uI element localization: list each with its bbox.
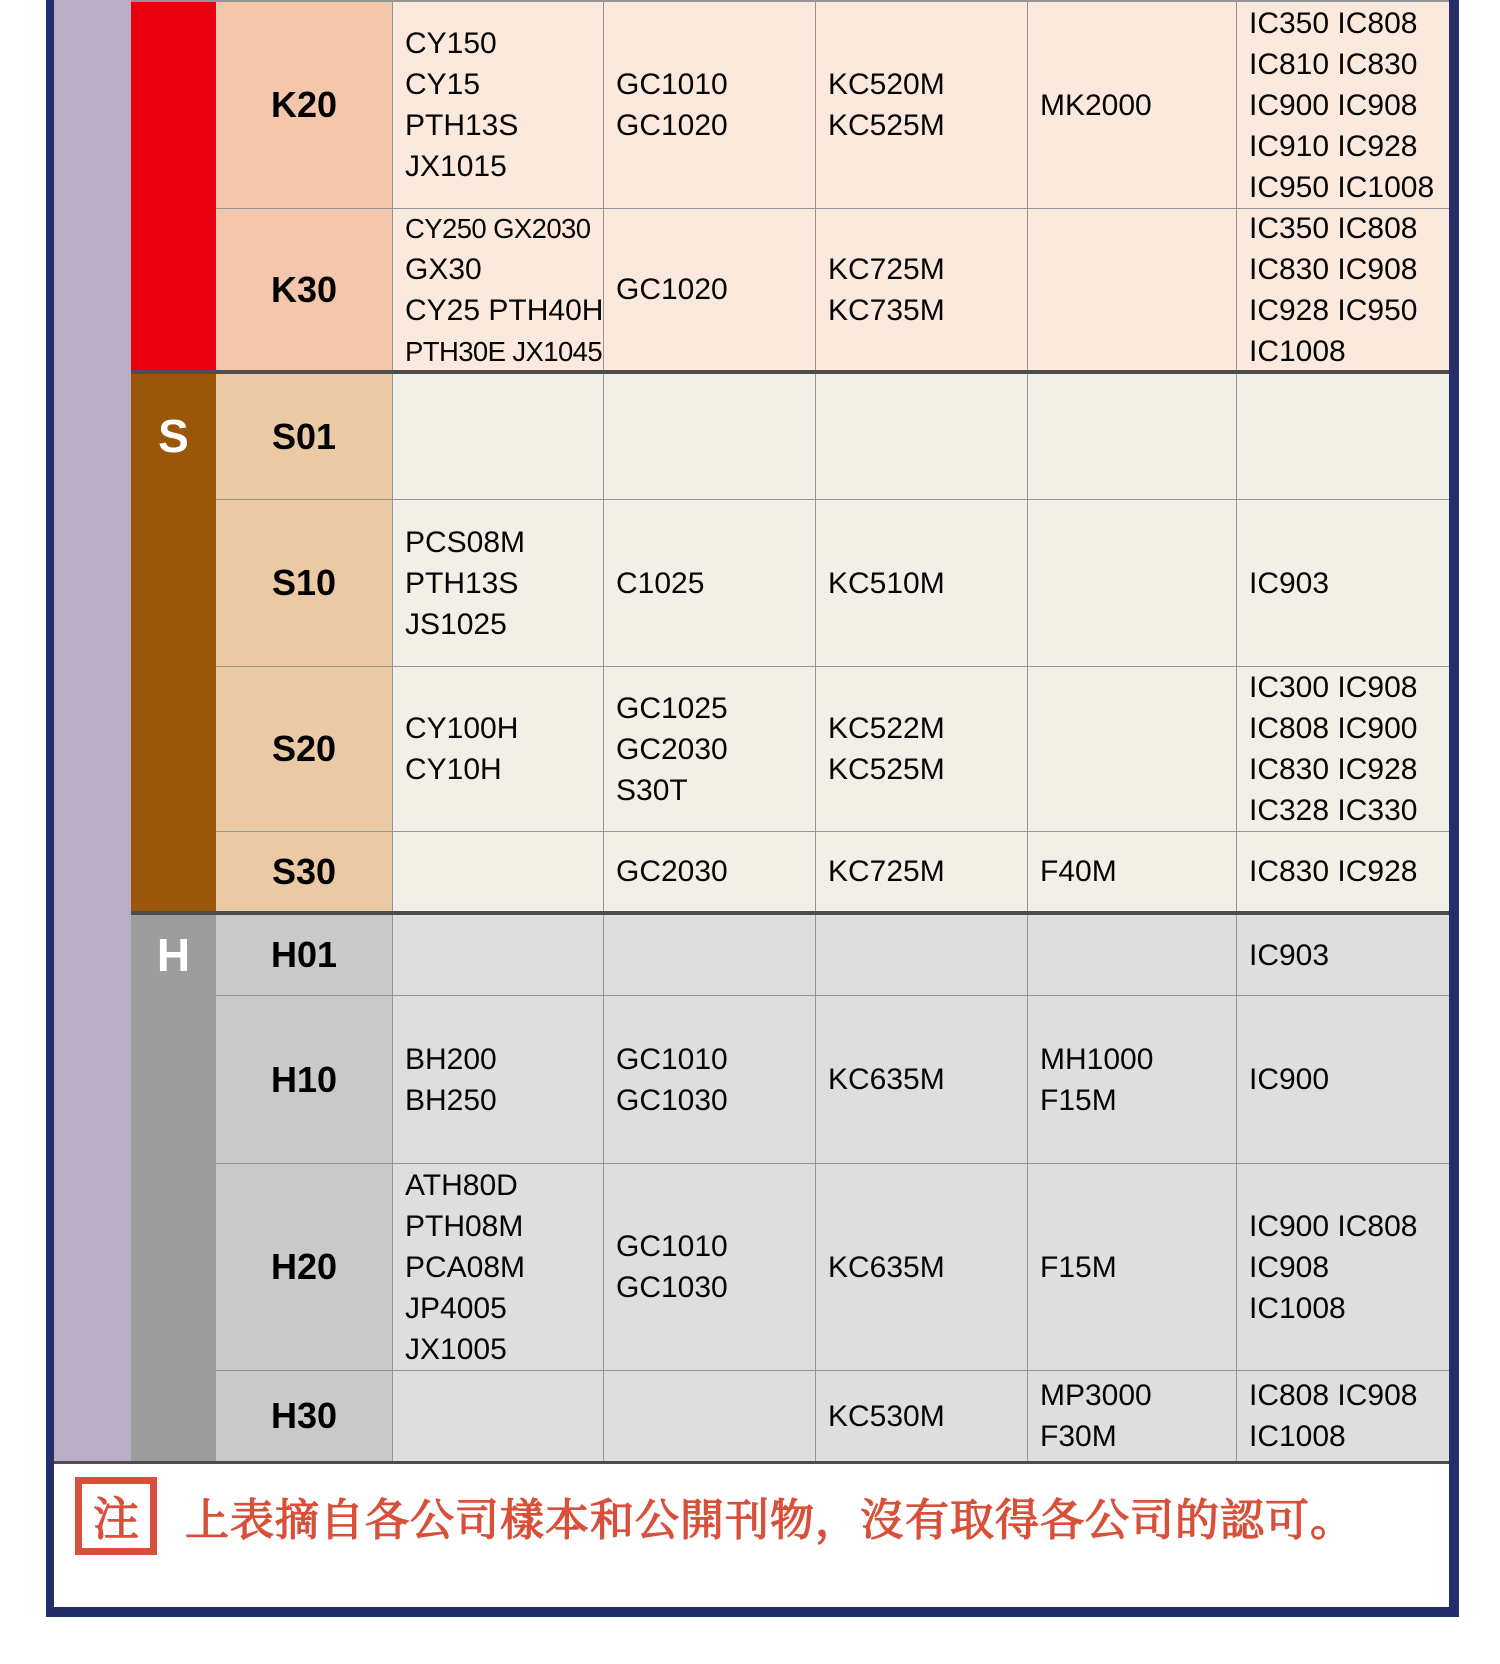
vendor-grade: BH250 [405,1083,497,1117]
vendor-cell [603,667,815,831]
vendor-cell [815,667,1027,831]
vendor-grade: IC830 IC928 [1249,753,1418,786]
vendor-cell [1236,1164,1449,1370]
vendor-grade: ATH80D [405,1168,518,1202]
vendor-cell [1027,1164,1236,1370]
vendor-grade: IC903 [1249,566,1330,600]
vendor-grade: KC530M [828,1399,945,1433]
note-badge-text: 注 [93,1493,139,1545]
vendor-cell [815,1371,1027,1461]
footnote-text: 上表摘自各公司樣本和公開刊物，沒有取得各公司的認可。 [185,1496,1355,1545]
grade-label: S20 [216,667,392,831]
vendor-grade: CY15 [405,68,481,101]
vendor-grade: C1025 [616,566,705,600]
vendor-cell [1027,667,1236,831]
vendor-cell [392,209,603,370]
section-s [131,370,1449,911]
table-row [216,831,1449,911]
vendor-grade: IC350 IC808 [1249,6,1418,40]
vendor-cell [1027,996,1236,1163]
vendor-grade: IC1008 [1249,1291,1346,1325]
table-row [216,2,1449,208]
vendor-cell [815,500,1027,666]
section-color-bar-k [131,2,216,370]
vendor-grade: IC300 IC908 [1249,671,1418,704]
vendor-cell [392,374,603,499]
vendor-grade: GC1010 [616,1042,728,1076]
vendor-grade: GC1025 [616,691,728,725]
vendor-cell [392,915,603,995]
table-row [216,208,1449,370]
vendor-cell [1027,1371,1236,1461]
vendor-cell [1236,667,1449,831]
vendor-grade: GC1020 [616,109,728,142]
grade-label: H01 [216,915,392,995]
table-row [216,1370,1449,1461]
table-row [216,666,1449,831]
vendor-cell [1236,915,1449,995]
vendor-cell [1236,374,1449,499]
vendor-grade: IC928 IC950 [1249,293,1418,327]
vendor-grade: KC525M [828,109,945,142]
vendor-grade: PTH08M [405,1209,524,1243]
table-row [216,915,1449,995]
vendor-grade: KC635M [828,1250,945,1284]
vendor-cell [815,1164,1027,1370]
table-row [216,995,1449,1163]
grade-label: S01 [216,374,392,499]
vendor-grade: CY250 GX2030 [405,212,591,244]
vendor-grade: KC725M [828,855,945,888]
vendor-grade: GC1020 [616,273,728,306]
vendor-cell [603,996,815,1163]
vendor-grade: F15M [1040,1250,1117,1284]
grade-label: S30 [216,832,392,911]
vendor-grade: IC900 [1249,1063,1330,1096]
vendor-cell [603,374,815,499]
vendor-grade: IC830 IC908 [1249,252,1418,286]
vendor-grade: CY10H [405,753,502,786]
vendor-cell [603,832,815,911]
vendor-grade: GC2030 [616,855,728,888]
vendor-grade: F30M [1040,1420,1117,1453]
vendor-grade: IC810 IC830 [1249,47,1418,81]
vendor-grade: F40M [1040,855,1117,888]
vendor-cell [815,2,1027,208]
section-rows [216,374,1449,911]
vendor-grade: JX1015 [405,150,507,183]
vendor-cell [392,996,603,1163]
vendor-cell [392,500,603,666]
vendor-grade: IC910 IC928 [1249,129,1418,163]
vendor-grade: KC522M [828,712,945,745]
grade-label: H30 [216,1371,392,1461]
vendor-grade: GC1010 [616,68,728,101]
vendor-cell [392,667,603,831]
vendor-cell [1027,374,1236,499]
vendor-grade: IC900 IC808 [1249,1209,1418,1243]
table-bottom-rule [54,1461,1449,1464]
vendor-grade: IC350 IC808 [1249,211,1418,245]
grade-label: H20 [216,1164,392,1370]
vendor-grade: IC830 IC928 [1249,855,1418,888]
vendor-grade: PTH13S [405,109,519,142]
vendor-grade: CY25 PTH40H [405,293,603,327]
vendor-cell [392,1164,603,1370]
vendor-grade: IC908 [1249,1250,1330,1284]
vendor-grade: IC903 [1249,938,1330,972]
vendor-grade: KC635M [828,1063,945,1096]
vendor-cell [1236,2,1449,208]
vendor-cell [815,996,1027,1163]
table-row [216,499,1449,666]
vendor-grade: KC735M [828,293,945,327]
vendor-cell [1236,209,1449,370]
vendor-grade: JS1025 [405,607,507,641]
vendor-grade: GC1030 [616,1271,728,1304]
vendor-grade: MK2000 [1040,88,1152,122]
section-rows [216,2,1449,370]
vendor-cell [392,1371,603,1461]
vendor-cell [1027,209,1236,370]
note-badge [75,1477,157,1555]
vendor-grade: PCS08M [405,525,526,559]
section-letter: S [158,410,189,462]
vendor-grade: GX30 [405,252,482,286]
vendor-grade: KC510M [828,566,945,600]
decorative-strip [54,0,131,1461]
grade-label: K20 [216,2,392,208]
vendor-cell [1027,832,1236,911]
vendor-cell [1236,500,1449,666]
vendor-grade: GC1030 [616,1083,728,1117]
vendor-grade: IC1008 [1249,1420,1346,1453]
vendor-grade: IC950 IC1008 [1249,170,1435,204]
vendor-grade: BH200 [405,1042,497,1076]
vendor-cell [1027,915,1236,995]
vendor-grade: S30T [616,773,688,807]
vendor-cell [603,1371,815,1461]
vendor-grade: GC1010 [616,1230,728,1263]
vendor-grade: PTH30E JX1045 [405,335,603,367]
grade-comparison-table [131,0,1449,1461]
vendor-cell [392,2,603,208]
vendor-cell [1027,500,1236,666]
grade-label: H10 [216,996,392,1163]
vendor-grade: PCA08M [405,1250,526,1284]
vendor-grade: JX1005 [405,1332,507,1366]
vendor-grade: PTH13S [405,566,519,600]
vendor-cell [392,832,603,911]
vendor-cell [603,915,815,995]
vendor-cell [815,832,1027,911]
vendor-cell [603,209,815,370]
table-row [216,1163,1449,1370]
section-h [131,911,1449,1461]
vendor-cell [603,1164,815,1370]
vendor-cell [815,209,1027,370]
vendor-grade: GC2030 [616,732,728,766]
vendor-cell [815,915,1027,995]
vendor-cell [815,374,1027,499]
vendor-grade: IC808 IC900 [1249,712,1418,745]
vendor-grade: IC808 IC908 [1249,1379,1418,1412]
vendor-cell [603,2,815,208]
table-row [216,374,1449,499]
section-k [131,0,1449,370]
vendor-grade: KC520M [828,68,945,101]
vendor-cell [1027,2,1236,208]
section-letter: H [156,929,191,981]
vendor-grade: CY150 [405,27,497,60]
grade-label: S10 [216,500,392,666]
vendor-cell [1236,996,1449,1163]
grade-label: K30 [216,209,392,370]
vendor-cell [1236,832,1449,911]
section-color-bar-s [131,374,216,911]
vendor-cell [1236,1371,1449,1461]
vendor-grade: JP4005 [405,1291,507,1325]
vendor-grade: MP3000 [1040,1379,1152,1412]
vendor-grade: MH1000 [1040,1042,1154,1076]
vendor-grade: IC328 IC330 [1249,794,1418,827]
vendor-grade: CY100H [405,712,519,745]
section-rows [216,915,1449,1461]
vendor-grade: KC725M [828,252,945,286]
vendor-grade: IC1008 [1249,334,1346,368]
section-color-bar-h [131,915,216,1461]
vendor-cell [603,500,815,666]
vendor-grade: IC900 IC908 [1249,88,1418,122]
vendor-grade: KC525M [828,753,945,786]
vendor-grade: F15M [1040,1083,1117,1117]
